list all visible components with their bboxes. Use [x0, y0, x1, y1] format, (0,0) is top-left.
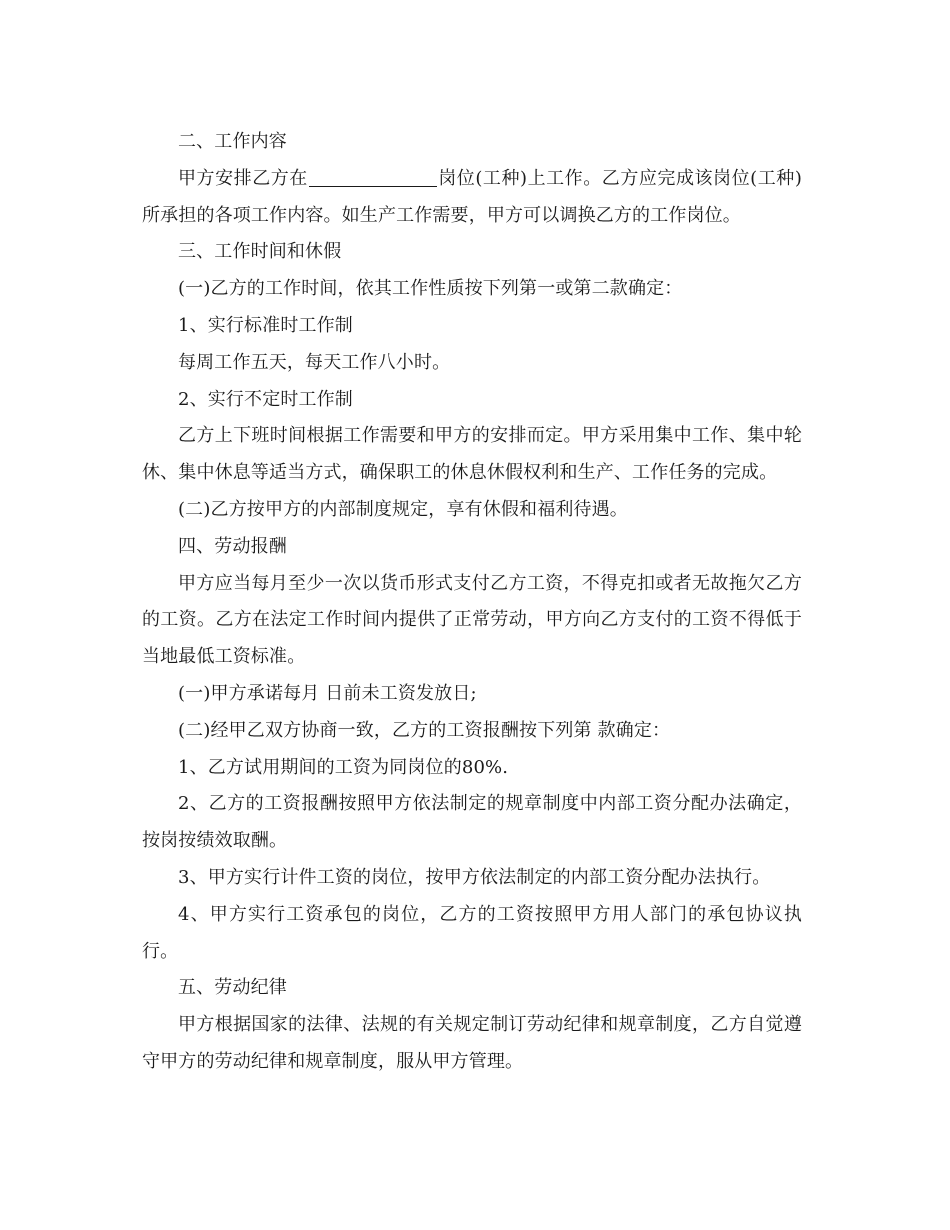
paragraph-leave-benefits: (二)乙方按甲方的内部制度规定，享有休假和福利待遇。 [178, 498, 628, 520]
paragraph-flexible-hours-detail: 乙方上下班时间根据工作需要和甲方的安排而定。甲方采用集中工作、集中轮休、集中休息等适当方式，确保职工的休息休假权利和生产、工作任务的完成。 [142, 425, 802, 484]
paragraph-text: 岗位(工种)上工作。乙方应完成该岗位(工种)所承担的各项工作内容。如生产工作需要，甲方可以调换乙方的工作岗位。 [142, 167, 802, 226]
paragraph-discipline-rules: 甲方根据国家的法律、法规的有关规定制订劳动纪律和规章制度，乙方自觉遵守甲方的劳动纪律和规章制度，服从甲方管理。 [142, 1014, 802, 1072]
paragraph-contract-wage: 4、甲方实行工资承包的岗位，乙方的工资按照甲方用人部门的承包协议执行。 [142, 903, 802, 962]
paragraph-text: 甲方安排乙方在 [178, 167, 308, 189]
paragraph-standard-hours: 1、实行标准时工作制 [178, 314, 353, 336]
paragraph-standard-hours-detail: 每周工作五天，每天工作八小时。 [178, 351, 451, 373]
paragraph-wage-rules: 2、乙方的工资报酬按照甲方依法制定的规章制度中内部工资分配办法确定，按岗按绩效取酬。 [142, 793, 802, 852]
paragraph-wage-terms: (二)经甲乙双方协商一致，乙方的工资报酬按下列第 款确定： [178, 719, 671, 741]
position-blank-line [309, 166, 437, 187]
paragraph-piecework-wage: 3、甲方实行计件工资的岗位，按甲方依法制定的内部工资分配办法执行。 [178, 866, 771, 888]
section-heading-labor-discipline: 五、劳动纪律 [178, 977, 287, 999]
section-heading-work-content: 二、工作内容 [178, 131, 287, 152]
paragraph-flexible-hours: 2、实行不定时工作制 [178, 388, 353, 410]
paragraph-job-position [142, 161, 802, 235]
section-heading-remuneration: 四、劳动报酬 [178, 535, 287, 557]
paragraph-wage-payment: 甲方应当每月至少一次以货币形式支付乙方工资，不得克扣或者无故拖欠乙方的工资。乙方在法定工作时间内提供了正常劳动，甲方向乙方支付的工资不得低于当地最低工资标准。 [142, 572, 802, 668]
section-heading-working-hours: 三、工作时间和休假 [178, 241, 342, 263]
document-body [142, 124, 802, 1081]
paragraph-pay-day: (一)甲方承诺每月 日前未工资发放日; [178, 682, 477, 704]
paragraph-probation-wage: 1、乙方试用期间的工资为同岗位的80%. [178, 756, 509, 778]
paragraph-work-time-rule: (一)乙方的工作时间，依其工作性质按下列第一或第二款确定： [178, 278, 683, 300]
